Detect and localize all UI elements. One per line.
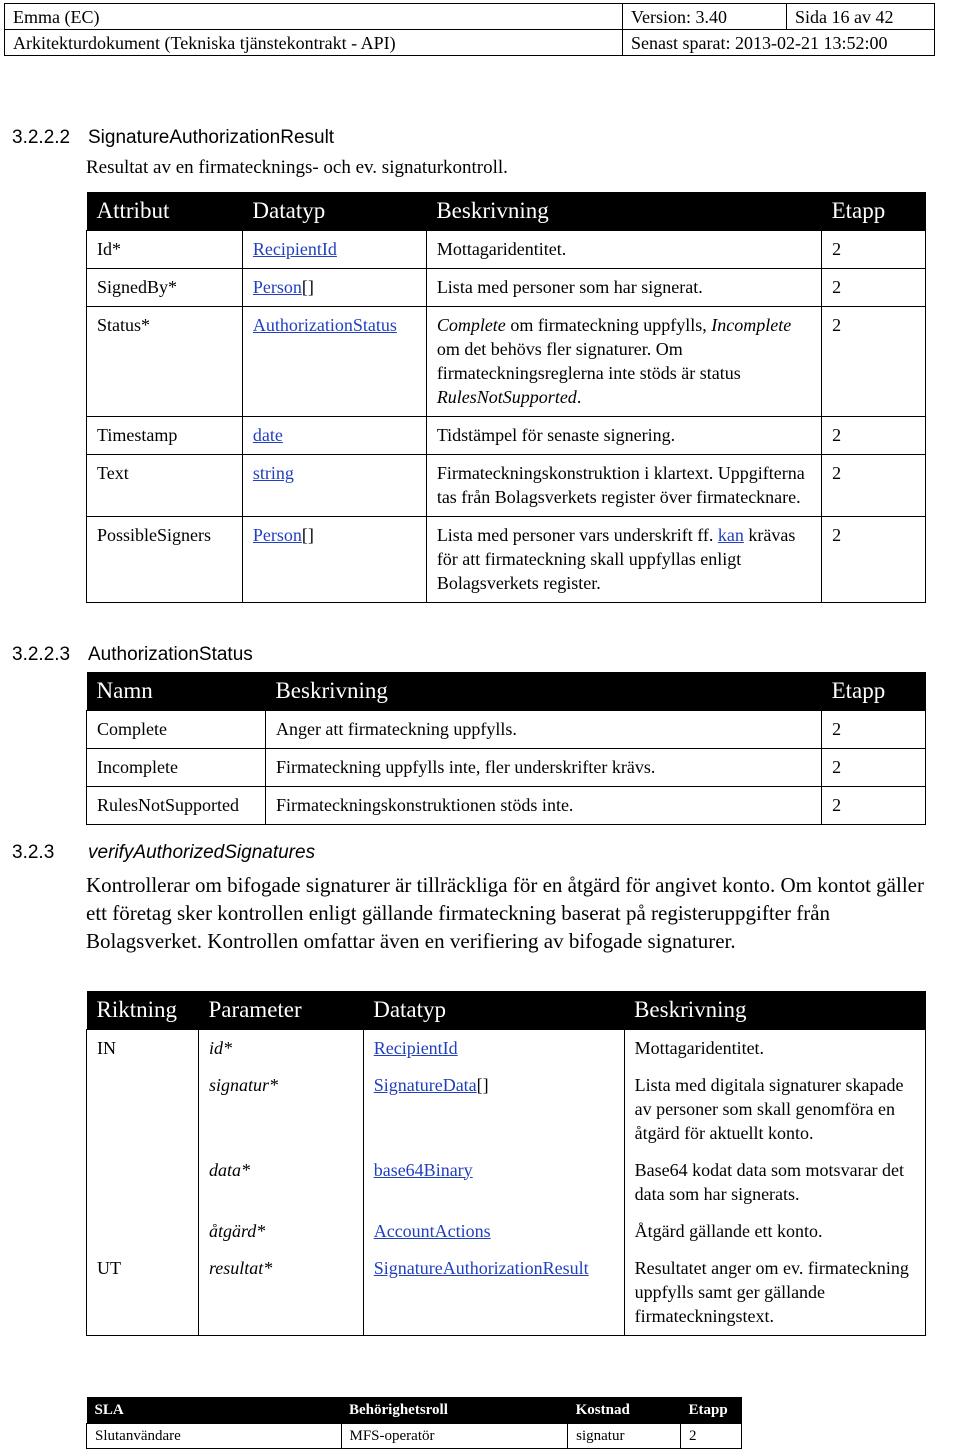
attribute-table <box>86 192 926 603</box>
status-name-cell: RulesNotSupported <box>87 786 266 824</box>
datatype-link[interactable]: string <box>252 462 294 483</box>
etapp-cell: 2 <box>822 306 926 416</box>
direction-cell <box>87 1213 199 1250</box>
status-table <box>86 672 926 825</box>
description-text: Mottagaridentitet. <box>436 238 567 259</box>
description-cell: Mottagaridentitet. <box>624 1029 925 1067</box>
column-header: Kostnad <box>568 1397 681 1423</box>
column-header: Namn <box>87 672 266 710</box>
column-header: Riktning <box>87 991 199 1029</box>
datatype-cell <box>242 454 426 516</box>
table-row <box>87 416 926 454</box>
header-saved: Senast sparat: 2013-02-21 13:52:00 <box>623 30 935 56</box>
description-cell: Firmateckningskonstruktionen stöds inte. <box>265 786 821 824</box>
sla-cell: Slutanvändare <box>87 1423 342 1448</box>
description-text: Complete <box>436 314 506 335</box>
table-row <box>87 1423 742 1448</box>
table-header-row <box>87 991 926 1029</box>
attribute-cell: Timestamp <box>87 416 243 454</box>
etapp-cell: 2 <box>822 710 926 748</box>
table-row <box>87 786 926 824</box>
description-cell <box>426 516 821 602</box>
table-header-row <box>87 192 926 230</box>
sla-cell: 2 <box>681 1423 742 1448</box>
section-title: SignatureAuthorizationResult <box>88 127 335 148</box>
table-row <box>87 230 926 268</box>
table-row <box>87 1152 926 1213</box>
datatype-cell <box>242 306 426 416</box>
datatype-cell <box>363 1152 624 1213</box>
table-row <box>87 1213 926 1250</box>
attribute-cell: Status* <box>87 306 243 416</box>
column-header: Beskrivning <box>426 192 821 230</box>
header-doc-title: Arkitekturdokument (Tekniska tjänstekontrakt - API) <box>5 30 623 56</box>
column-header: Datatyp <box>242 192 426 230</box>
attribute-cell: Id* <box>87 230 243 268</box>
parameter-cell: signatur* <box>198 1067 363 1152</box>
column-header: Etapp <box>822 672 926 710</box>
column-header: Behörighetsroll <box>341 1397 568 1423</box>
column-header: Beskrivning <box>624 991 925 1029</box>
status-name-cell: Complete <box>87 710 266 748</box>
description-text: krävas för att firmateckning skall uppfyllas enligt Bolagsverkets register. <box>436 524 796 593</box>
table-header-row <box>87 1397 742 1423</box>
attribute-cell: Text <box>87 454 243 516</box>
sla-cell: MFS-operatör <box>341 1423 568 1448</box>
etapp-cell: 2 <box>822 454 926 516</box>
description-text: om firmateckning uppfylls, <box>505 314 712 335</box>
datatype-cell <box>242 230 426 268</box>
table-row <box>87 710 926 748</box>
header-author: Emma (EC) <box>5 4 623 30</box>
direction-cell <box>87 1152 199 1213</box>
column-header: Attribut <box>87 192 243 230</box>
column-header: SLA <box>87 1397 342 1423</box>
attribute-cell: SignedBy* <box>87 268 243 306</box>
table-row <box>87 268 926 306</box>
datatype-cell <box>363 1250 624 1336</box>
section-heading-signature-authorization-result <box>12 126 334 150</box>
description-cell <box>426 416 821 454</box>
description-text: Incomplete <box>711 314 792 335</box>
section-description: Resultat av en firmatecknings- och ev. signaturkontroll. <box>86 157 508 178</box>
etapp-cell: 2 <box>822 516 926 602</box>
parameter-cell: data* <box>198 1152 363 1213</box>
table-row <box>87 516 926 602</box>
datatype-cell <box>242 416 426 454</box>
description-cell: Lista med digitala signaturer skapade av personer som skall genomföra en åtgärd för aktuellt konto. <box>624 1067 925 1152</box>
status-name-cell: Incomplete <box>87 748 266 786</box>
datatype-link[interactable]: SignatureAuthorizationResult <box>373 1257 589 1278</box>
section-heading-authorization-status <box>12 643 253 667</box>
section-number: 3.2.2.3 <box>12 644 71 665</box>
direction-cell: UT <box>87 1250 199 1336</box>
datatype-link[interactable]: base64Binary <box>373 1159 473 1180</box>
etapp-cell: 2 <box>822 416 926 454</box>
table-row <box>87 454 926 516</box>
datatype-cell <box>363 1029 624 1067</box>
description-link[interactable]: kan <box>717 524 744 545</box>
description-cell: Resultatet anger om ev. firmateckning uppfylls samt ger gällande firmateckningstext. <box>624 1250 925 1336</box>
description-cell <box>426 268 821 306</box>
description-cell <box>426 454 821 516</box>
sla-table <box>86 1397 742 1449</box>
parameter-table <box>86 991 926 1336</box>
column-header: Etapp <box>822 192 926 230</box>
direction-cell <box>87 1067 199 1152</box>
description-cell <box>426 230 821 268</box>
datatype-link[interactable]: SignatureData <box>373 1074 477 1095</box>
section-heading-verify-authorized-signatures <box>12 841 315 865</box>
datatype-link[interactable]: RecipientId <box>252 238 337 259</box>
etapp-cell: 2 <box>822 786 926 824</box>
description-cell: Anger att firmateckning uppfylls. <box>265 710 821 748</box>
description-text: om det behövs fler signaturer. Om firmateckningsreglerna inte stöds är status <box>436 338 741 383</box>
section-number: 3.2.2.2 <box>12 127 71 148</box>
table-row <box>87 1250 926 1336</box>
section-number: 3.2.3 <box>12 842 55 863</box>
page-header <box>4 3 935 56</box>
parameter-cell: åtgärd* <box>198 1213 363 1250</box>
datatype-cell <box>363 1067 624 1152</box>
description-cell: Firmateckning uppfylls inte, fler underskrifter krävs. <box>265 748 821 786</box>
datatype-suffix: [] <box>301 524 314 545</box>
table-row <box>87 1067 926 1152</box>
description-text: Firmateckningskonstruktion i klartext. Uppgifterna tas från Bolagsverkets register över firmatecknare. <box>436 462 805 507</box>
table-row <box>87 1029 926 1067</box>
etapp-cell: 2 <box>822 230 926 268</box>
datatype-cell <box>242 516 426 602</box>
section-paragraph: Kontrollerar om bifogade signaturer är tillräckliga för en åtgärd för angivet konto. Om kontot gäller ett företag sker kontrollen enligt gällande firmateckning baserat på registeruppgifter från Bolagsverket. Kontrollen omfattar även en verifiering av bifogade signaturer. <box>86 873 924 953</box>
sla-cell: signatur <box>568 1423 681 1448</box>
datatype-cell <box>242 268 426 306</box>
description-text: . <box>576 386 582 407</box>
datatype-suffix: [] <box>301 276 314 297</box>
header-version: Version: 3.40 <box>623 4 787 30</box>
description-cell <box>426 306 821 416</box>
parameter-cell: resultat* <box>198 1250 363 1336</box>
datatype-link[interactable]: date <box>252 424 283 445</box>
description-cell: Base64 kodat data som motsvarar det data som har signerats. <box>624 1152 925 1213</box>
description-text: RulesNotSupported <box>436 386 577 407</box>
etapp-cell: 2 <box>822 268 926 306</box>
description-text: Lista med personer vars underskrift ff. <box>436 524 718 545</box>
parameter-cell: id* <box>198 1029 363 1067</box>
column-header: Parameter <box>198 991 363 1029</box>
section-title: verifyAuthorizedSignatures <box>88 842 316 863</box>
datatype-link[interactable]: AuthorizationStatus <box>252 314 397 335</box>
direction-cell: IN <box>87 1029 199 1067</box>
datatype-suffix: [] <box>476 1074 489 1095</box>
etapp-cell: 2 <box>822 748 926 786</box>
datatype-link[interactable]: AccountActions <box>373 1220 491 1241</box>
datatype-link[interactable]: RecipientId <box>373 1037 458 1058</box>
attribute-cell: PossibleSigners <box>87 516 243 602</box>
column-header: Datatyp <box>363 991 624 1029</box>
datatype-link[interactable]: Person <box>252 276 302 297</box>
description-text: Lista med personer som har signerat. <box>436 276 703 297</box>
section-title: AuthorizationStatus <box>88 644 253 665</box>
description-cell: Åtgärd gällande ett konto. <box>624 1213 925 1250</box>
header-page: Sida 16 av 42 <box>787 4 935 30</box>
description-text: Tidstämpel för senaste signering. <box>436 424 676 445</box>
datatype-link[interactable]: Person <box>252 524 302 545</box>
table-header-row <box>87 672 926 710</box>
column-header: Beskrivning <box>265 672 821 710</box>
table-row <box>87 306 926 416</box>
datatype-cell <box>363 1213 624 1250</box>
table-row <box>87 748 926 786</box>
column-header: Etapp <box>681 1397 742 1423</box>
